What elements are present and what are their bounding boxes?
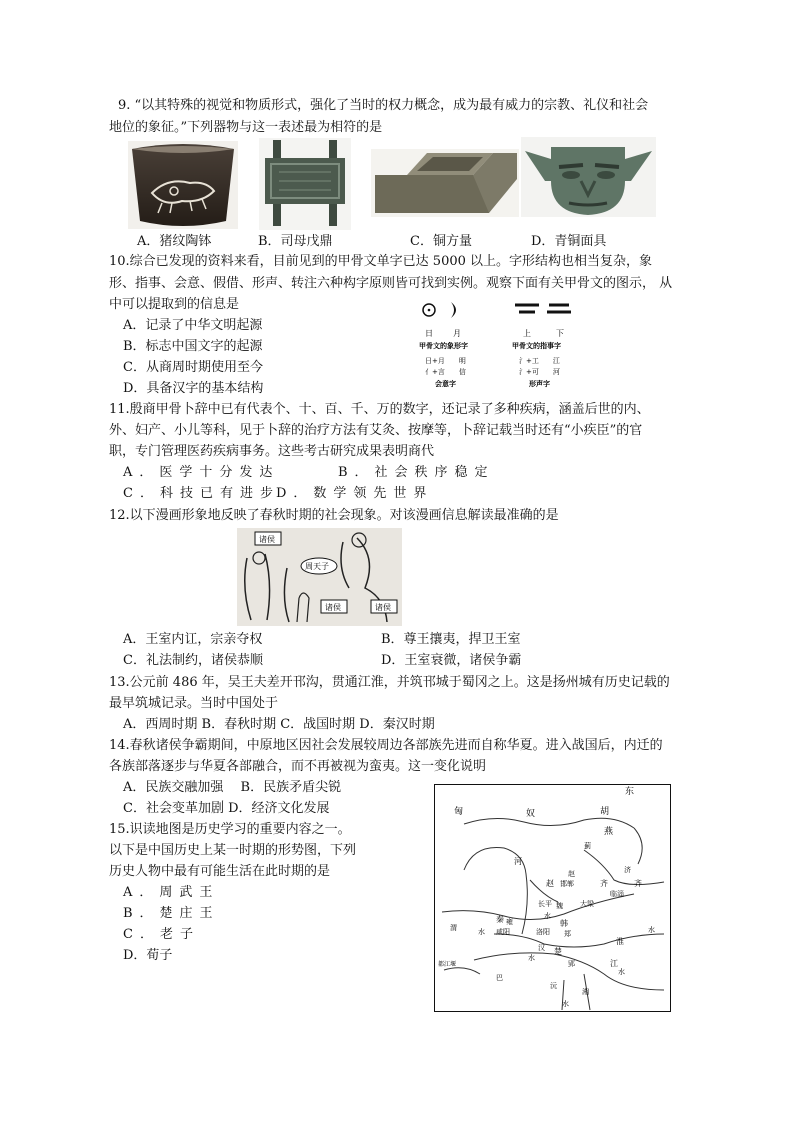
map-shui2: 水 (544, 912, 551, 920)
map-qi2: 齐 (634, 879, 642, 888)
q11-stem-line2: 外、妇产、小儿等科，见于卜辞的治疗方法有艾灸、按摩等，卜辞记载当时还有“小疾臣”的官 (109, 423, 643, 438)
map-changping: 长平 (538, 900, 552, 908)
q9-stem-line1: 9. “以其特殊的视觉和物质形式，强化了当时的权力概念，成为最有威力的宗教、礼仪和社会 (118, 98, 649, 113)
q14-options-cd: C．社会变革加剧 D．经济文化发展 (123, 801, 330, 816)
map-wei2: 渭 (450, 924, 457, 932)
simuwu-ding-image (259, 138, 351, 230)
map-ji2: 济 (624, 866, 631, 874)
bronze-square-measure-image (371, 149, 519, 217)
fig-he: 氵+可 河 (519, 368, 560, 376)
q10-option-a: A．记录了中华文明起源 (123, 318, 263, 333)
map-jiang: 江 (610, 959, 618, 968)
fig-zhishi: 甲骨文的指事字 (512, 342, 561, 350)
map-yong: 雍 (506, 918, 513, 926)
map-xiong: 匈 (454, 807, 464, 817)
fig-yue: 月 (453, 329, 461, 338)
q13-stem-line1: 13.公元前 486 年，吴王夫差开邗沟，贯通江淮，并筑邗城于蜀冈之上。这是扬州城有历史记载的 (109, 675, 670, 690)
q11-stem-line1: 11.殷商甲骨卜辞中已有代表个、十、百、千、万的数字，还记录了多种疾病，涵盖后世的内、 (109, 402, 650, 417)
map-zhao2: 赵 (568, 870, 575, 878)
map-dujiangyan: 都江堰 (438, 961, 457, 968)
map-zhao: 赵 (546, 879, 554, 888)
historical-situation-map (434, 784, 671, 1012)
map-nu: 奴 (526, 809, 536, 819)
q10-stem-line1: 10.综合已发现的资料来看，目前见到的甲骨文单字已达 5000 以上。字形结构也相当复杂，象 (109, 254, 653, 269)
q15-stem-line1: 15.识读地图是历史学习的重要内容之一。 (109, 822, 351, 837)
q12-option-d: D．王室衰微，诸侯争霸 (381, 653, 522, 668)
map-linzi: 临淄 (610, 890, 624, 898)
q10-option-d: D．具备汉字的基本结构 (123, 381, 264, 396)
q15-stem-line3: 历史人物中最有可能生活在此时期的是 (109, 864, 331, 879)
q11-stem-line3: 职，专门管理医药疾病事务。这些考古研究成果表明商代 (109, 444, 435, 459)
fig-ri: 日 (425, 329, 433, 338)
map-handan: 邯郸 (560, 880, 574, 888)
oracle-bone-script-figure (415, 300, 595, 392)
q9-option-c: C．铜方量 (410, 234, 472, 249)
q9-option-b: B．司母戊鼎 (258, 234, 333, 249)
map-ji: 蓟 (584, 842, 591, 850)
q10-stem-line2: 形、指事、会意、假借、形声、转注六种构字原则皆可找到实例。观察下面有关甲骨文的图示， 从 (109, 276, 673, 291)
fig-xia: 下 (556, 329, 564, 338)
map-han: 韩 (560, 919, 568, 928)
q11-option-a: A．医学十分发达 (123, 465, 280, 480)
q10-option-b: B．标志中国文字的起源 (123, 339, 263, 354)
map-han2: 汉 (538, 944, 545, 952)
map-shui3: 水 (648, 926, 655, 934)
q14-options-ab: A．民族交融加强 B．民族矛盾尖锐 (123, 780, 342, 795)
fig-jiang: 氵+工 江 (519, 357, 560, 365)
map-huai: 淮 (616, 937, 624, 946)
map-yuan: 沅 (550, 982, 557, 990)
map-dong: 东 (625, 787, 635, 797)
q12-option-a: A．王室内讧，宗亲夺权 (123, 632, 263, 647)
map-xianyang: 咸阳 (496, 928, 510, 936)
cartoon-label-3: 诸侯 (325, 603, 341, 612)
q14-stem-line2: 各族部落逐步与华夏各部融合，而不再被视为蛮夷。这一变化说明 (109, 759, 487, 774)
map-xiang: 湘 (582, 988, 589, 996)
fig-shang: 上 (523, 329, 531, 338)
map-qi: 齐 (600, 879, 608, 888)
q12-option-c: C．礼法制约，诸侯恭顺 (123, 653, 263, 668)
fig-huiyi: 会意字 (435, 380, 456, 388)
map-ba: 巴 (496, 974, 503, 982)
map-chu: 楚 (554, 947, 562, 956)
q9-option-a: A．猪纹陶钵 (137, 234, 212, 249)
map-luoyang: 洛阳 (536, 928, 550, 936)
q15-stem-line2: 以下是中国历史上某一时期的形势图，下列 (109, 843, 357, 858)
fig-xingsheng: 形声字 (529, 380, 550, 388)
map-shui4: 水 (562, 1000, 569, 1008)
map-he: 河 (514, 857, 522, 866)
q15-option-b: B．楚庄王 (123, 906, 220, 921)
q14-stem-line1: 14.春秋诸侯争霸期间，中原地区因社会发展较周边各部族先进而自称华夏。进入战国后，内迁的 (109, 738, 663, 753)
cartoon-label-2: 周天子 (305, 562, 329, 571)
fig-ming: 日+月 明 (425, 357, 466, 365)
q11-option-c: C．科技已有进步 (123, 486, 280, 501)
fig-xin: 亻+言 信 (425, 368, 466, 376)
bronze-mask-image (521, 137, 656, 217)
fig-xiangxing: 甲骨文的象形字 (419, 342, 468, 350)
q11-option-d: D．数学领先世界 (276, 486, 434, 501)
q12-stem: 12.以下漫画形象地反映了春秋时期的社会现象。对该漫画信息解读最准确的是 (109, 508, 559, 523)
q15-option-a: A．周武王 (123, 885, 220, 900)
map-shui: 水 (478, 928, 485, 936)
cartoon-label-4: 诸侯 (375, 603, 391, 612)
q11-option-b: B．社会秩序稳定 (338, 465, 495, 480)
q10-option-c: C．从商周时期使用至今 (123, 360, 263, 375)
map-ying: 郢 (568, 960, 575, 968)
q15-option-c: C．老子 (123, 927, 200, 942)
map-shui6: 水 (618, 968, 625, 976)
map-qin: 秦 (496, 915, 504, 924)
spring-autumn-cartoon (237, 528, 402, 626)
cartoon-label-1: 诸侯 (259, 535, 275, 544)
map-yan: 燕 (604, 827, 614, 837)
map-zheng: 郑 (564, 930, 571, 938)
map-hu: 胡 (600, 807, 610, 817)
map-wei: 魏 (556, 902, 563, 910)
map-daliang: 大梁 (580, 900, 594, 908)
q15-option-d: D．荀子 (123, 948, 173, 963)
q13-stem-line2: 最早筑城记录。当时中国处于 (109, 696, 279, 711)
q9-option-d: D．青铜面具 (531, 234, 607, 249)
q9-stem-line2: 地位的象征。”下列器物与这一表述最为相符的是 (109, 120, 383, 135)
map-shui5: 水 (528, 954, 535, 962)
q10-stem-line3: 中可以提取到的信息是 (109, 297, 240, 312)
q13-options: A．西周时期 B．春秋时期 C．战国时期 D．秦汉时期 (123, 717, 435, 732)
q12-option-b: B．尊王攘夷，捍卫王室 (381, 632, 521, 647)
pig-pattern-pottery-bowl-image (128, 141, 238, 229)
